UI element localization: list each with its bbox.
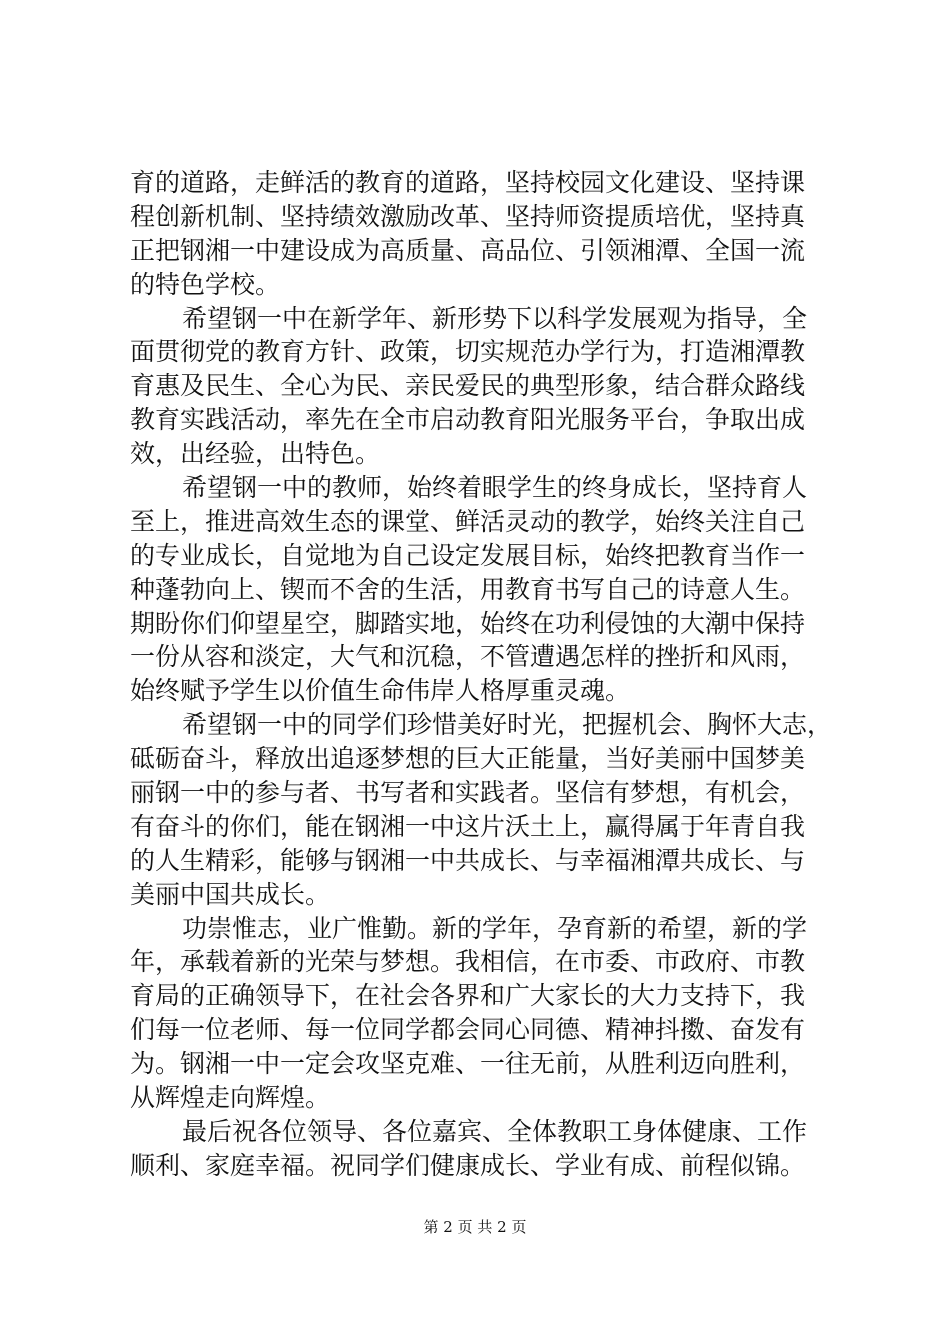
text-line: 的特色学校。 xyxy=(130,269,281,299)
text-line: 希望钢一中的同学们珍惜美好时光，把握机会、胸怀大志， xyxy=(182,710,833,740)
text-line: 面贯彻党的教育方针、政策，切实规范办学行为，打造湘潭教 xyxy=(130,337,806,367)
text-line: 种蓬勃向上、锲而不舍的生活，用教育书写自己的诗意人生。 xyxy=(130,574,806,604)
body-text xyxy=(130,166,833,1183)
text-line: 的专业成长，自觉地为自己设定发展目标，始终把教育当作一 xyxy=(130,540,806,570)
text-line: 为。钢湘一中一定会攻坚克难、一往无前，从胜利迈向胜利， xyxy=(130,1049,806,1079)
text-line: 效，出经验，出特色。 xyxy=(130,439,381,469)
text-line: 期盼你们仰望星空，脚踏实地，始终在功利侵蚀的大潮中保持 xyxy=(130,608,806,638)
text-line: 正把钢湘一中建设成为高质量、高品位、引领湘潭、全国一流 xyxy=(130,235,806,265)
text-line: 从辉煌走向辉煌。 xyxy=(130,1083,331,1113)
text-line: 一份从容和淡定，大气和沉稳，不管遭遇怎样的挫折和风雨， xyxy=(130,642,806,672)
text-line: 的人生精彩，能够与钢湘一中共成长、与幸福湘潭共成长、与 xyxy=(130,845,806,875)
text-line: 们每一位老师、每一位同学都会同心同德、精神抖擞、奋发有 xyxy=(130,1015,806,1045)
text-line: 美丽中国共成长。 xyxy=(130,879,331,909)
text-line: 程创新机制、坚持绩效激励改革、坚持师资提质培优，坚持真 xyxy=(130,201,806,231)
text-line: 育局的正确领导下，在社会各界和广大家长的大力支持下，我 xyxy=(130,981,806,1011)
text-line: 希望钢一中的教师，始终着眼学生的终身成长，坚持育人 xyxy=(182,473,808,503)
text-line: 希望钢一中在新学年、新形势下以科学发展观为指导，全 xyxy=(182,303,808,333)
text-line: 砥砺奋斗，释放出追逐梦想的巨大正能量，当好美丽中国梦美 xyxy=(130,744,806,774)
text-line: 育惠及民生、全心为民、亲民爱民的典型形象，结合群众路线 xyxy=(130,371,806,401)
text-line: 有奋斗的你们，能在钢湘一中这片沃土上，赢得属于年青自我 xyxy=(130,811,806,841)
text-line: 教育实践活动，率先在全市启动教育阳光服务平台，争取出成 xyxy=(130,405,806,435)
text-line: 至上，推进高效生态的课堂、鲜活灵动的教学，始终关注自己 xyxy=(130,506,806,536)
text-line: 育的道路，走鲜活的教育的道路，坚持校园文化建设、坚持课 xyxy=(130,168,806,197)
text-line: 年，承载着新的光荣与梦想。我相信，在市委、市政府、市教 xyxy=(130,947,806,977)
text-line: 始终赋予学生以价值生命伟岸人格厚重灵魂。 xyxy=(130,676,631,706)
page-number-label: 第 2 页 共 2 页 xyxy=(423,1218,527,1236)
text-line: 功崇惟志，业广惟勤。新的学年，孕育新的希望，新的学 xyxy=(182,913,808,943)
text-line: 丽钢一中的参与者、书写者和实践者。坚信有梦想，有机会， xyxy=(130,778,806,808)
text-line: 顺利、家庭幸福。祝同学们健康成长、学业有成、前程似锦。 xyxy=(130,1150,806,1180)
text-line: 最后祝各位领导、各位嘉宾、全体教职工身体健康、工作 xyxy=(182,1116,808,1146)
page-footer xyxy=(0,1217,950,1237)
